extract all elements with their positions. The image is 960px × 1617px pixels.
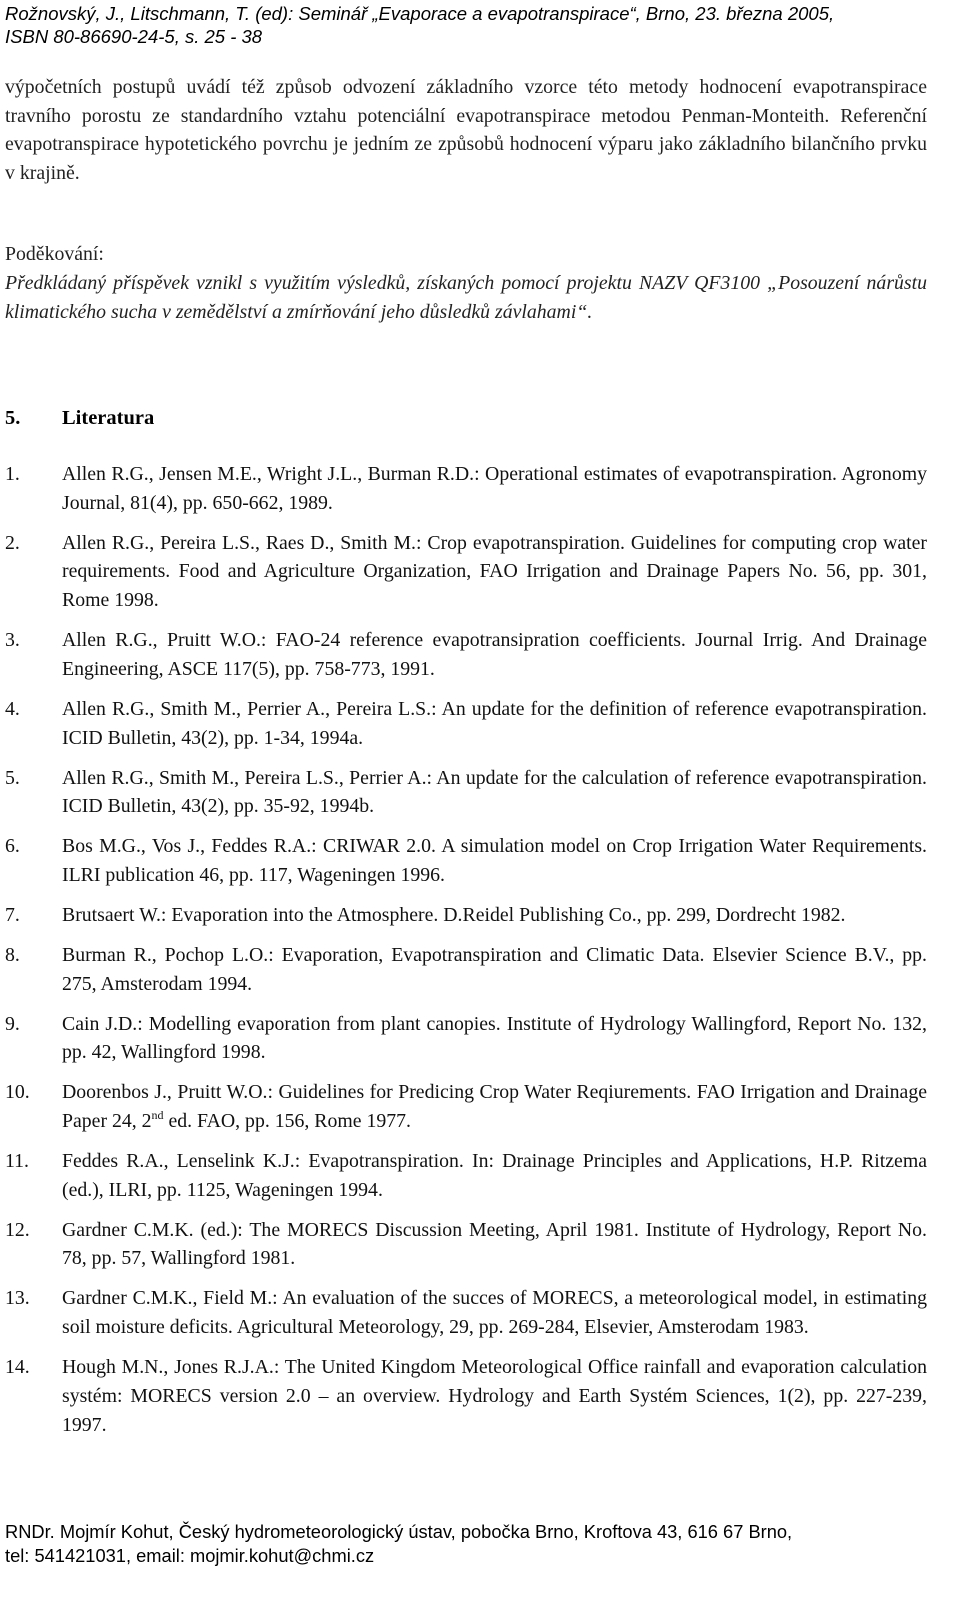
reference-number: 12. [5, 1218, 30, 1241]
superscript-nd: nd [151, 1108, 164, 1123]
header-citation: Rožnovský, J., Litschmann, T. (ed): Seminář „Evaporace a evapotranspirace“, Brno, 23. března 2005, [5, 3, 835, 24]
reference-text: Gardner C.M.K., Field M.: An evaluation of the succes of MORECS, a meteorological model, in estimating soil moisture deficits. Agricultural Meteorology, 29, pp. 269-284, Elsevier, Amsterodam 1983. [62, 1287, 927, 1339]
acknowledgement-title: Poděkování: [5, 243, 104, 265]
reference-text: Hough M.N., Jones R.J.A.: The United Kingdom Meteorological Office rainfall and evaporation calculation systém: MORECS version 2.0 – an overview. Hydrology and Earth Systém Sciences, 1(2), pp. 227-239, 1997. [62, 1356, 927, 1436]
reference-text: Brutsaert W.: Evaporation into the Atmosphere. D.Reidel Publishing Co., pp. 299, Dordrecht 1982. [62, 903, 846, 926]
reference-item [5, 1353, 927, 1439]
reference-item [5, 529, 927, 615]
reference-text: Feddes R.A., Lenselink K.J.: Evapotranspiration. In: Drainage Principles and Applications, H.P. Ritzema (ed.), ILRI, pp. 1125, Wageningen 1994. [62, 1150, 927, 1201]
reference-text: Cain J.D.: Modelling evaporation from plant canopies. Institute of Hydrology Wallingford, Report No. 132, pp. 42, Wallingford 1998. [62, 1012, 927, 1064]
reference-number: 10. [5, 1081, 30, 1104]
reference-number: 6. [5, 835, 20, 858]
reference-number: 9. [5, 1012, 20, 1035]
intro-paragraph: výpočetních postupů uvádí též způsob odvození základního vzorce této metody hodnocení evapotranspirace travního porostu ze standardního vztahu potenciální evapotranspirace metodou Penman-Monteith. Referenční evapotranspirace hypotetického povrchu je jedním ze způsobů hodnocení výparu jako základního bilančního prvku v krajině. [5, 76, 927, 185]
section-title: Literatura [62, 407, 155, 429]
reference-item [5, 901, 927, 930]
reference-number: 11. [5, 1150, 29, 1173]
running-header [5, 2, 935, 48]
reference-number: 5. [5, 766, 20, 789]
reference-text: Bos M.G., Vos J., Feddes R.A.: CRIWAR 2.0. A simulation model on Crop Irrigation Water Requirements. ILRI publication 46, pp. 117, Wageningen 1996. [62, 835, 927, 886]
reference-text: Allen R.G., Pereira L.S., Raes D., Smith M.: Crop evapotranspiration. Guidelines for computing crop water requirements. Food and Agriculture Organization, FAO Irrigation and Drainage Papers No. 56, pp. 301, Rome 1998. [62, 531, 927, 612]
section-heading [5, 404, 154, 433]
reference-number: 7. [5, 903, 20, 926]
reference-item [5, 832, 927, 889]
footer-address: RNDr. Mojmír Kohut, Český hydrometeorologický ústav, pobočka Brno, Kroftova 43, 616 67 Brno, [5, 1521, 793, 1542]
reference-text: Allen R.G., Pruitt W.O.: FAO-24 reference evapotransipration coefficients. Journal Irrig. And Drainage Engineering, ASCE 117(5), pp. 758-773, 1991. [62, 629, 927, 680]
reference-number: 2. [5, 531, 20, 554]
reference-number: 8. [5, 943, 20, 966]
reference-item [5, 626, 927, 683]
reference-item [5, 1284, 927, 1341]
reference-item [5, 460, 927, 517]
footer-contact: tel: 541421031, email: mojmir.kohut@chmi.cz [5, 1544, 375, 1566]
reference-text: Allen R.G., Jensen M.E., Wright J.L., Burman R.D.: Operational estimates of evapotranspiration. Agronomy Journal, 81(4), pp. 650-662, 1989. [62, 463, 927, 514]
reference-item [5, 764, 927, 821]
reference-number: 1. [5, 463, 20, 485]
section-number: 5. [5, 407, 21, 429]
reference-text: Allen R.G., Smith M., Pereira L.S., Perrier A.: An update for the calculation of reference evapotranspiration. ICID Bulletin, 43(2), pp. 35-92, 1994b. [62, 766, 927, 818]
author-footer [5, 1520, 935, 1567]
reference-text: Gardner C.M.K. (ed.): The MORECS Discussion Meeting, April 1981. Institute of Hydrology, Report No. 78, pp. 57, Wallingford 1981. [62, 1218, 927, 1270]
reference-item [5, 695, 927, 752]
header-isbn: ISBN 80-86690-24-5, s. 25 - 38 [5, 26, 263, 47]
reference-text: Burman R., Pochop L.O.: Evaporation, Evapotranspiration and Climatic Data. Elsevier Science B.V., pp. 275, Amsterodam 1994. [62, 943, 927, 995]
reference-number: 3. [5, 629, 20, 652]
reference-text: Allen R.G., Smith M., Perrier A., Pereira L.S.: An update for the definition of reference evapotranspiration. ICID Bulletin, 43(2), pp. 1-34, 1994a. [62, 697, 927, 749]
reference-text-end: ed. FAO, pp. 156, Rome 1977. [163, 1110, 411, 1133]
reference-text: Doorenbos J., Pruitt W.O.: Guidelines for Predicing Crop Water Reqiurements. FAO Irrigation and Drainage Paper 24, 2 [62, 1081, 927, 1133]
reference-item [5, 1147, 927, 1204]
reference-item [5, 941, 927, 998]
reference-item [5, 1078, 927, 1135]
reference-item [5, 1010, 927, 1067]
reference-item [5, 1216, 927, 1273]
reference-list [5, 460, 927, 1451]
reference-number: 14. [5, 1356, 30, 1379]
reference-number: 13. [5, 1287, 30, 1310]
reference-number: 4. [5, 697, 20, 720]
acknowledgement-text: Předkládaný příspěvek vznikl s využitím výsledků, získaných pomocí projektu NAZV QF3100 „Posouzení nárůstu klimatického sucha v zemědělství a zmírňování jeho důsledků závlahami“. [5, 272, 927, 323]
